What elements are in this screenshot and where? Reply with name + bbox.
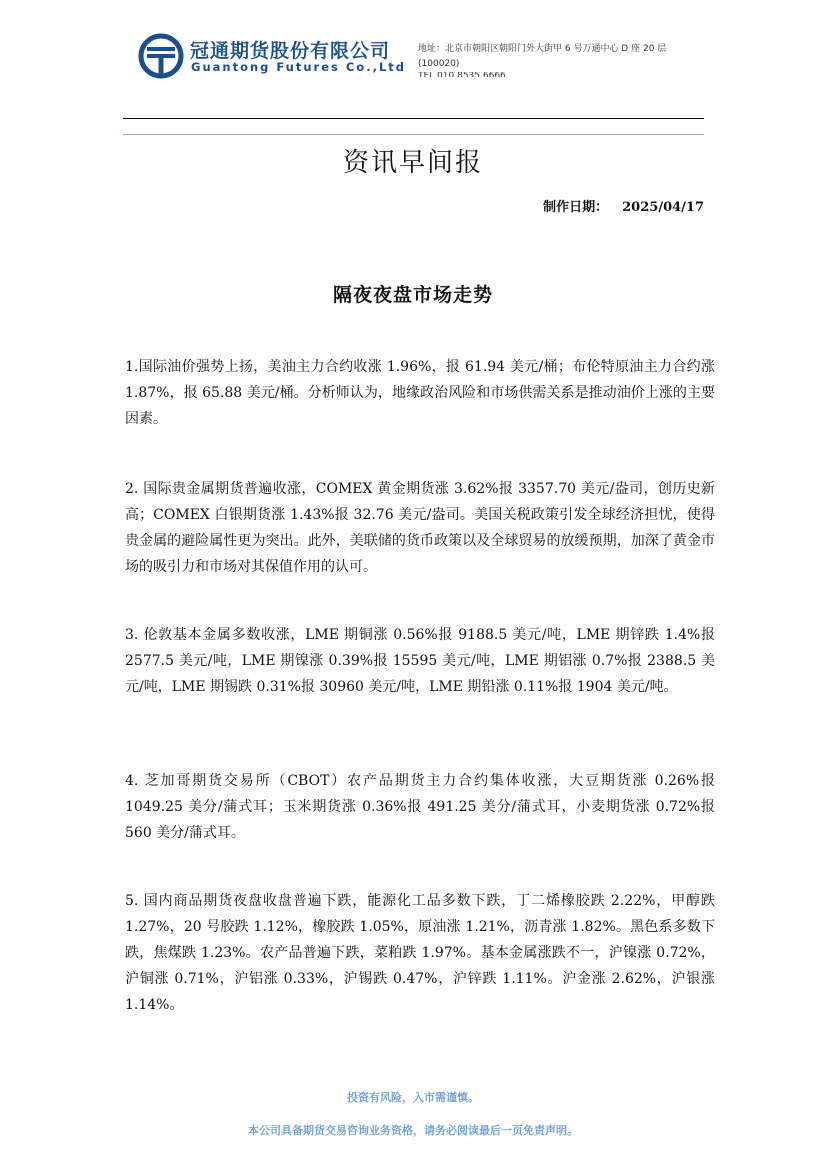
report-date-label: 制作日期：	[543, 200, 609, 215]
risk-notice: 投资有风险，入市需谨慎。	[347, 1091, 479, 1104]
letterhead	[138, 30, 708, 90]
news-paragraph-3: 3. 伦敦基本金属多数收涨，LME 期铜涨 0.56%报 9188.5 美元/吨，LME 期锌跌 1.4%报 2577.5 美元/吨，LME 期镍涨 0.39%报 15595 美元/吨，LME 期铝涨 0.7%报 2388.5 美元/吨，LME 期锡跌 0.31%报 30960 美元/吨，LME 期铅涨 0.11%报 1904 美元/吨。	[125, 627, 715, 695]
report-date-value: 2025/04/17	[622, 200, 704, 215]
page-title: 资讯早间报	[342, 148, 483, 178]
company-name-cn: 冠通期货股份有限公司	[190, 40, 391, 62]
news-paragraph-2: 2. 国际贵金属期货普遍收涨，COMEX 黄金期货涨 3.62%报 3357.70 美元/盎司，创历史新高；COMEX 白银期货涨 1.43%报 32.76 美元/盎司。美国关税政策引发全球经济担忧，使得贵金属的避险属性更为突出。此外，美联储的货币政策以及全球贸易的放缓预期，加深了黄金市场的吸引力和市场对其保值作用的认可。	[125, 481, 715, 575]
news-paragraph-5: 5. 国内商品期货夜盘收盘普遍下跌，能源化工品多数下跌，丁二烯橡胶跌 2.22%，甲醇跌 1.27%，20 号胶跌 1.12%，橡胶跌 1.05%，原油涨 1.21%，沥青涨 1.82%。黑色系多数下跌，焦煤跌 1.23%。农产品普遍下跌，菜粕跌 1.97%。基本金属涨跌不一，沪镍涨 0.72%，沪铜涨 0.71%，沪铝涨 0.33%，沪锡跌 0.47%，沪锌跌 1.11%。沪金涨 2.62%，沪银涨 1.14%。	[125, 893, 715, 1013]
news-paragraph-4: 4. 芝加哥期货交易所（CBOT）农产品期货主力合约集体收涨，大豆期货涨 0.26%报 1049.25 美分/蒲式耳；玉米期货涨 0.36%报 491.25 美分/蒲式耳，小麦期货涨 0.72%报 560 美分/蒲式耳。	[125, 773, 715, 841]
header-accent-divider	[123, 134, 704, 135]
header-divider	[123, 118, 704, 119]
disclaimer-notice: 本公司具备期货交易咨询业务资格，请务必阅读最后一页免责声明。	[248, 1124, 578, 1137]
company-phone: TEL 010 8535 6666	[418, 72, 506, 77]
section-title: 隔夜夜盘市场走势	[332, 284, 493, 306]
company-name-en: Guantong Futures Co.,Ltd	[191, 60, 407, 74]
guantong-logo-icon	[138, 33, 184, 79]
report-date	[543, 196, 704, 215]
news-paragraph-1: 1.国际油价强势上扬，美油主力合约收涨 1.96%，报 61.94 美元/桶；布伦特原油主力合约涨 1.87%，报 65.88 美元/桶。分析师认为，地缘政治风险和市场供需关系是推动油价上涨的主要因素。	[125, 359, 715, 427]
company-address: 地址：北京市朝阳区朝阳门外大街甲 6 号万通中心 D 座 20 层 (100020)	[418, 44, 667, 69]
